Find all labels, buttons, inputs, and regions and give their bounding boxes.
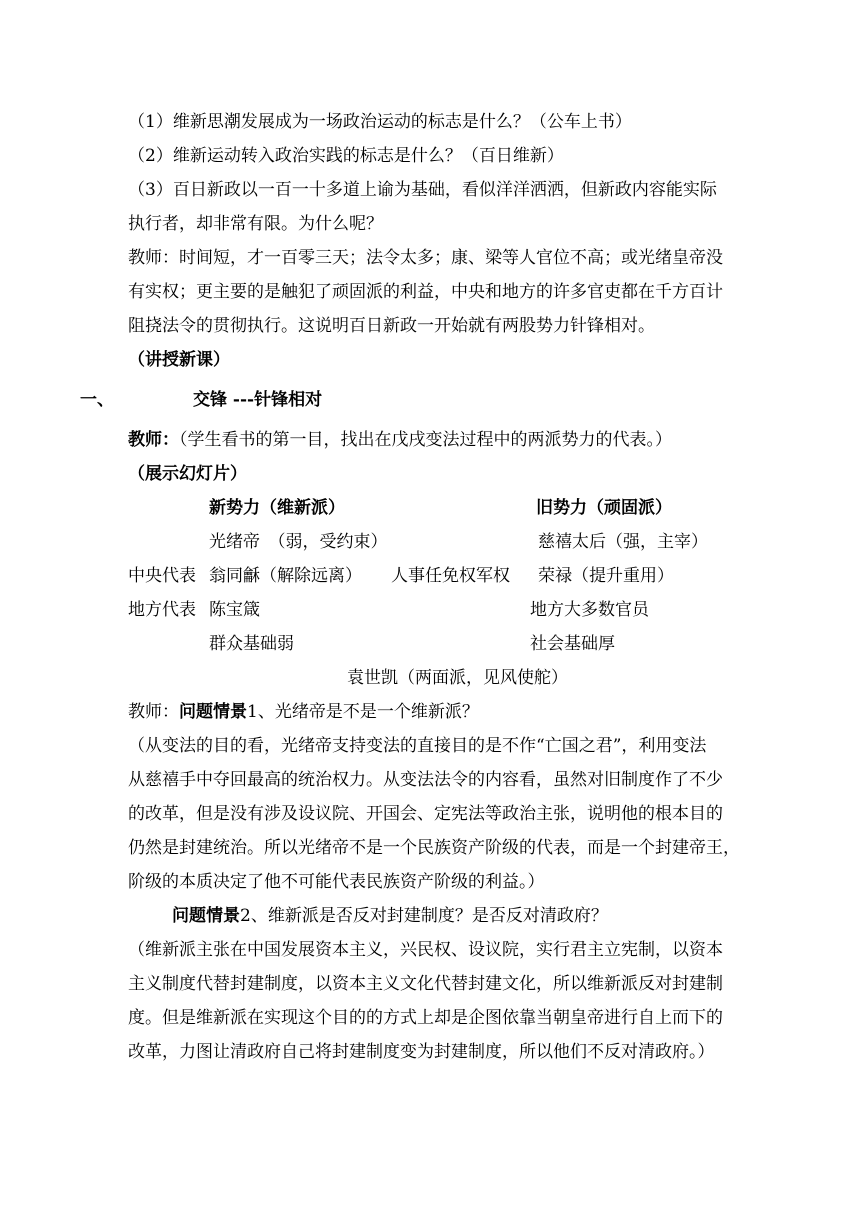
question-1: （1）维新思潮发展成为一场政治运动的标志是什么？（公车上书） xyxy=(128,112,632,132)
answer-1-line-1: （从变法的目的看，光绪帝支持变法的直接目的是不作“亡国之君”，利用变法 xyxy=(128,736,707,756)
new-lesson-heading: （讲授新课） xyxy=(128,350,230,370)
answer-1-line-2: 从慈禧手中夺回最高的统治权力。从变法法令的内容看，虽然对旧制度作了不少 xyxy=(128,770,723,790)
answer-2-line-2: 主义制度代替封建制度，以资本主义文化代替封建文化，所以维新派反对封建制 xyxy=(128,974,723,994)
answer-2-line-4: 改革，力图让清政府自己将封建制度变为封建制度，所以他们不反对清政府。） xyxy=(128,1042,715,1062)
problem-1-label: 问题情景 xyxy=(179,702,247,722)
chen-cell: 陈宝箴 xyxy=(209,600,260,620)
mass-weak-cell: 群众基础弱 xyxy=(209,634,294,654)
teacher-label: 教师： xyxy=(128,702,179,722)
old-forces-header: 旧势力（顽固派） xyxy=(536,498,672,518)
ronglu-cell: 荣禄（提升重用） xyxy=(538,566,674,586)
weng-cell: 翁同龢（解除远离） xyxy=(209,566,362,586)
local-officials-cell: 地方大多数官员 xyxy=(530,600,649,620)
local-label: 地方代表 xyxy=(128,600,196,620)
section-number: 一、 xyxy=(80,390,114,410)
teacher-answer-line-2: 有实权；更主要的是触犯了顽固派的利益，中央和地方的许多官吏都在千方百计 xyxy=(128,282,723,302)
teacher-answer-line-1: 教师：时间短，才一百零三天；法令太多；康、梁等人官位不高；或光绪皇帝没 xyxy=(128,248,723,268)
teacher-instruction-text: （学生看书的第一目，找出在戊戌变法过程中的两派势力的代表。） xyxy=(179,430,672,450)
problem-2-text: 2、维新派是否反对封建制度？是否反对清政府？ xyxy=(240,906,608,926)
section-title: 交锋 ---针锋相对 xyxy=(193,390,323,410)
teacher-label: 教师： xyxy=(128,430,179,450)
new-forces-header: 新势力（维新派） xyxy=(209,498,345,518)
answer-2-line-1: （维新派主张在中国发展资本主义，兴民权、设议院，实行君主立宪制，以资本 xyxy=(128,940,723,960)
question-3-line-1: （3）百日新政以一百一十多道上谕为基础，看似洋洋洒洒，但新政内容能实际 xyxy=(128,180,717,200)
central-label: 中央代表 xyxy=(128,566,196,586)
question-2: （2）维新运动转入政治实践的标志是什么？（百日维新） xyxy=(128,146,564,166)
answer-1-line-5: 阶级的本质决定了他不可能代表民族资产阶级的利益。） xyxy=(128,872,545,892)
problem-2 xyxy=(172,905,608,927)
cixi-cell: 慈禧太后（强，主宰） xyxy=(538,532,708,552)
guangxu-cell: 光绪帝 （弱，受约束） xyxy=(209,532,388,552)
personnel-power-cell: 人事任免权军权 xyxy=(391,566,510,586)
teacher-answer-line-3: 阻挠法令的贯彻执行。这说明百日新政一开始就有两股势力针锋相对。 xyxy=(128,316,655,336)
problem-1-text: 1、光绪帝是不是一个维新派？ xyxy=(247,702,479,722)
problem-1 xyxy=(128,701,479,723)
slides-heading: （展示幻灯片） xyxy=(128,464,247,484)
yuan-cell: 袁世凯（两面派，见风使舵） xyxy=(347,668,568,688)
teacher-instruction xyxy=(128,429,672,451)
question-3-line-2: 执行者，却非常有限。为什么呢？ xyxy=(128,214,383,234)
answer-1-line-3: 的改革，但是没有涉及设议院、开国会、定宪法等政治主张，说明他的根本目的 xyxy=(128,804,723,824)
problem-2-label: 问题情景 xyxy=(172,906,240,926)
mass-strong-cell: 社会基础厚 xyxy=(530,634,615,654)
answer-1-line-4: 仍然是封建统治。所以光绪帝不是一个民族资产阶级的代表，而是一个封建帝王， xyxy=(128,838,740,858)
answer-2-line-3: 度。但是维新派在实现这个目的的方式上却是企图依靠当朝皇帝进行自上而下的 xyxy=(128,1008,723,1028)
